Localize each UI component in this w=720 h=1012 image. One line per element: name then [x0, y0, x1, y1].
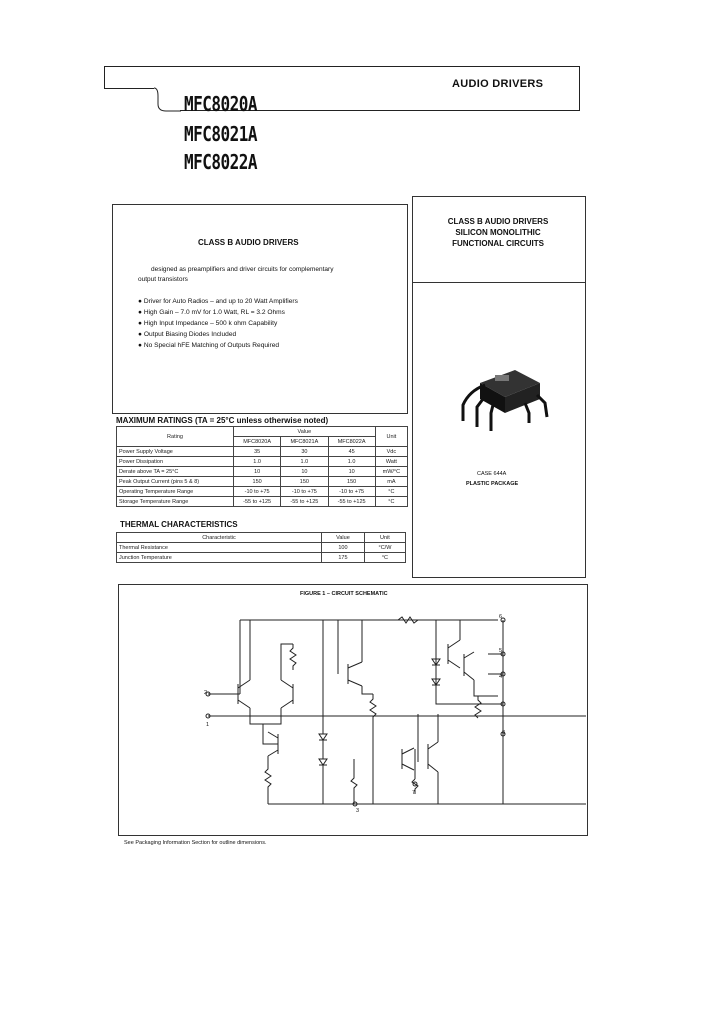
type-box-title: CLASS B AUDIO DRIVERS SILICON MONOLITHIC FUNCTIONAL CIRCUITS: [447, 217, 549, 248]
circuit-schematic: [118, 584, 586, 834]
part-number-3: MFC8022A: [184, 150, 258, 174]
feature-item: ● Output Biasing Diodes Included: [138, 331, 237, 338]
table-row: Power Supply Voltage 35 30 45 Vdc: [117, 447, 408, 457]
pin-label: 7: [412, 790, 416, 796]
thermal-heading: THERMAL CHARACTERISTICS: [120, 520, 238, 529]
part-number-1: MFC8020A: [184, 92, 258, 116]
table-row: Derate above TA = 25°C 10 10 10 mW/°C: [117, 467, 408, 477]
feature-item: ● High Gain – 7.0 mV for 1.0 Watt, RL = 3.2 Ohms: [138, 309, 285, 316]
description-title: CLASS B AUDIO DRIVERS: [198, 238, 299, 247]
description-line-2: output transistors: [138, 276, 188, 283]
case-number: CASE 644A: [477, 471, 507, 477]
feature-item: ● High Input Impedance – 500 k ohm Capability: [138, 320, 278, 327]
feature-item: ● Driver for Auto Radios – and up to 20 Watt Amplifiers: [138, 298, 298, 305]
max-ratings-heading: MAXIMUM RATINGS (TA = 25°C unless otherwise noted): [116, 416, 329, 425]
thermal-table: [116, 532, 406, 563]
header-curve: [150, 86, 184, 114]
table-row: Operating Temperature Range -10 to +75 -10 to +75 -10 to +75 °C: [117, 487, 408, 497]
feature-item: ● No Special hFE Matching of Outputs Required: [138, 342, 280, 349]
ic-package-icon: [455, 365, 555, 440]
pin-label: 5: [499, 648, 503, 654]
pin-label: 2: [204, 690, 208, 696]
pin-label: 1: [206, 722, 210, 728]
package-type: PLASTIC PACKAGE: [466, 481, 519, 487]
footnote: See Packaging Information Section for outline dimensions.: [124, 840, 267, 846]
pin-label: 4: [499, 674, 503, 680]
table-header-row: Rating Value Unit: [117, 427, 408, 437]
figure-caption: FIGURE 1 – CIRCUIT SCHEMATIC: [300, 591, 388, 597]
pin-label: 6: [499, 614, 503, 620]
description-line-1: designed as preamplifiers and driver circuits for complementary: [151, 266, 334, 273]
table-row: Storage Temperature Range -55 to +125 -55 to +125 -55 to +125 °C: [117, 497, 408, 507]
part-number-2: MFC8021A: [184, 122, 258, 146]
max-ratings-table: [116, 426, 408, 507]
table-row: Thermal Resistance 100 °C/W: [117, 543, 406, 553]
table-row: Power Dissipation 1.0 1.0 1.0 Watt: [117, 457, 408, 467]
table-header-row: Characteristic Value Unit: [117, 533, 406, 543]
pin-label: 3: [356, 808, 360, 814]
table-row: Peak Output Current (pins 5 & 8) 150 150 150 mA: [117, 477, 408, 487]
table-header-row: MFC8020A MFC8021A MFC8022A: [117, 437, 408, 447]
feature-list: [138, 296, 298, 351]
category-title: AUDIO DRIVERS: [452, 78, 544, 90]
pin-label: 8: [502, 730, 506, 736]
table-row: Junction Temperature 175 °C: [117, 553, 406, 563]
